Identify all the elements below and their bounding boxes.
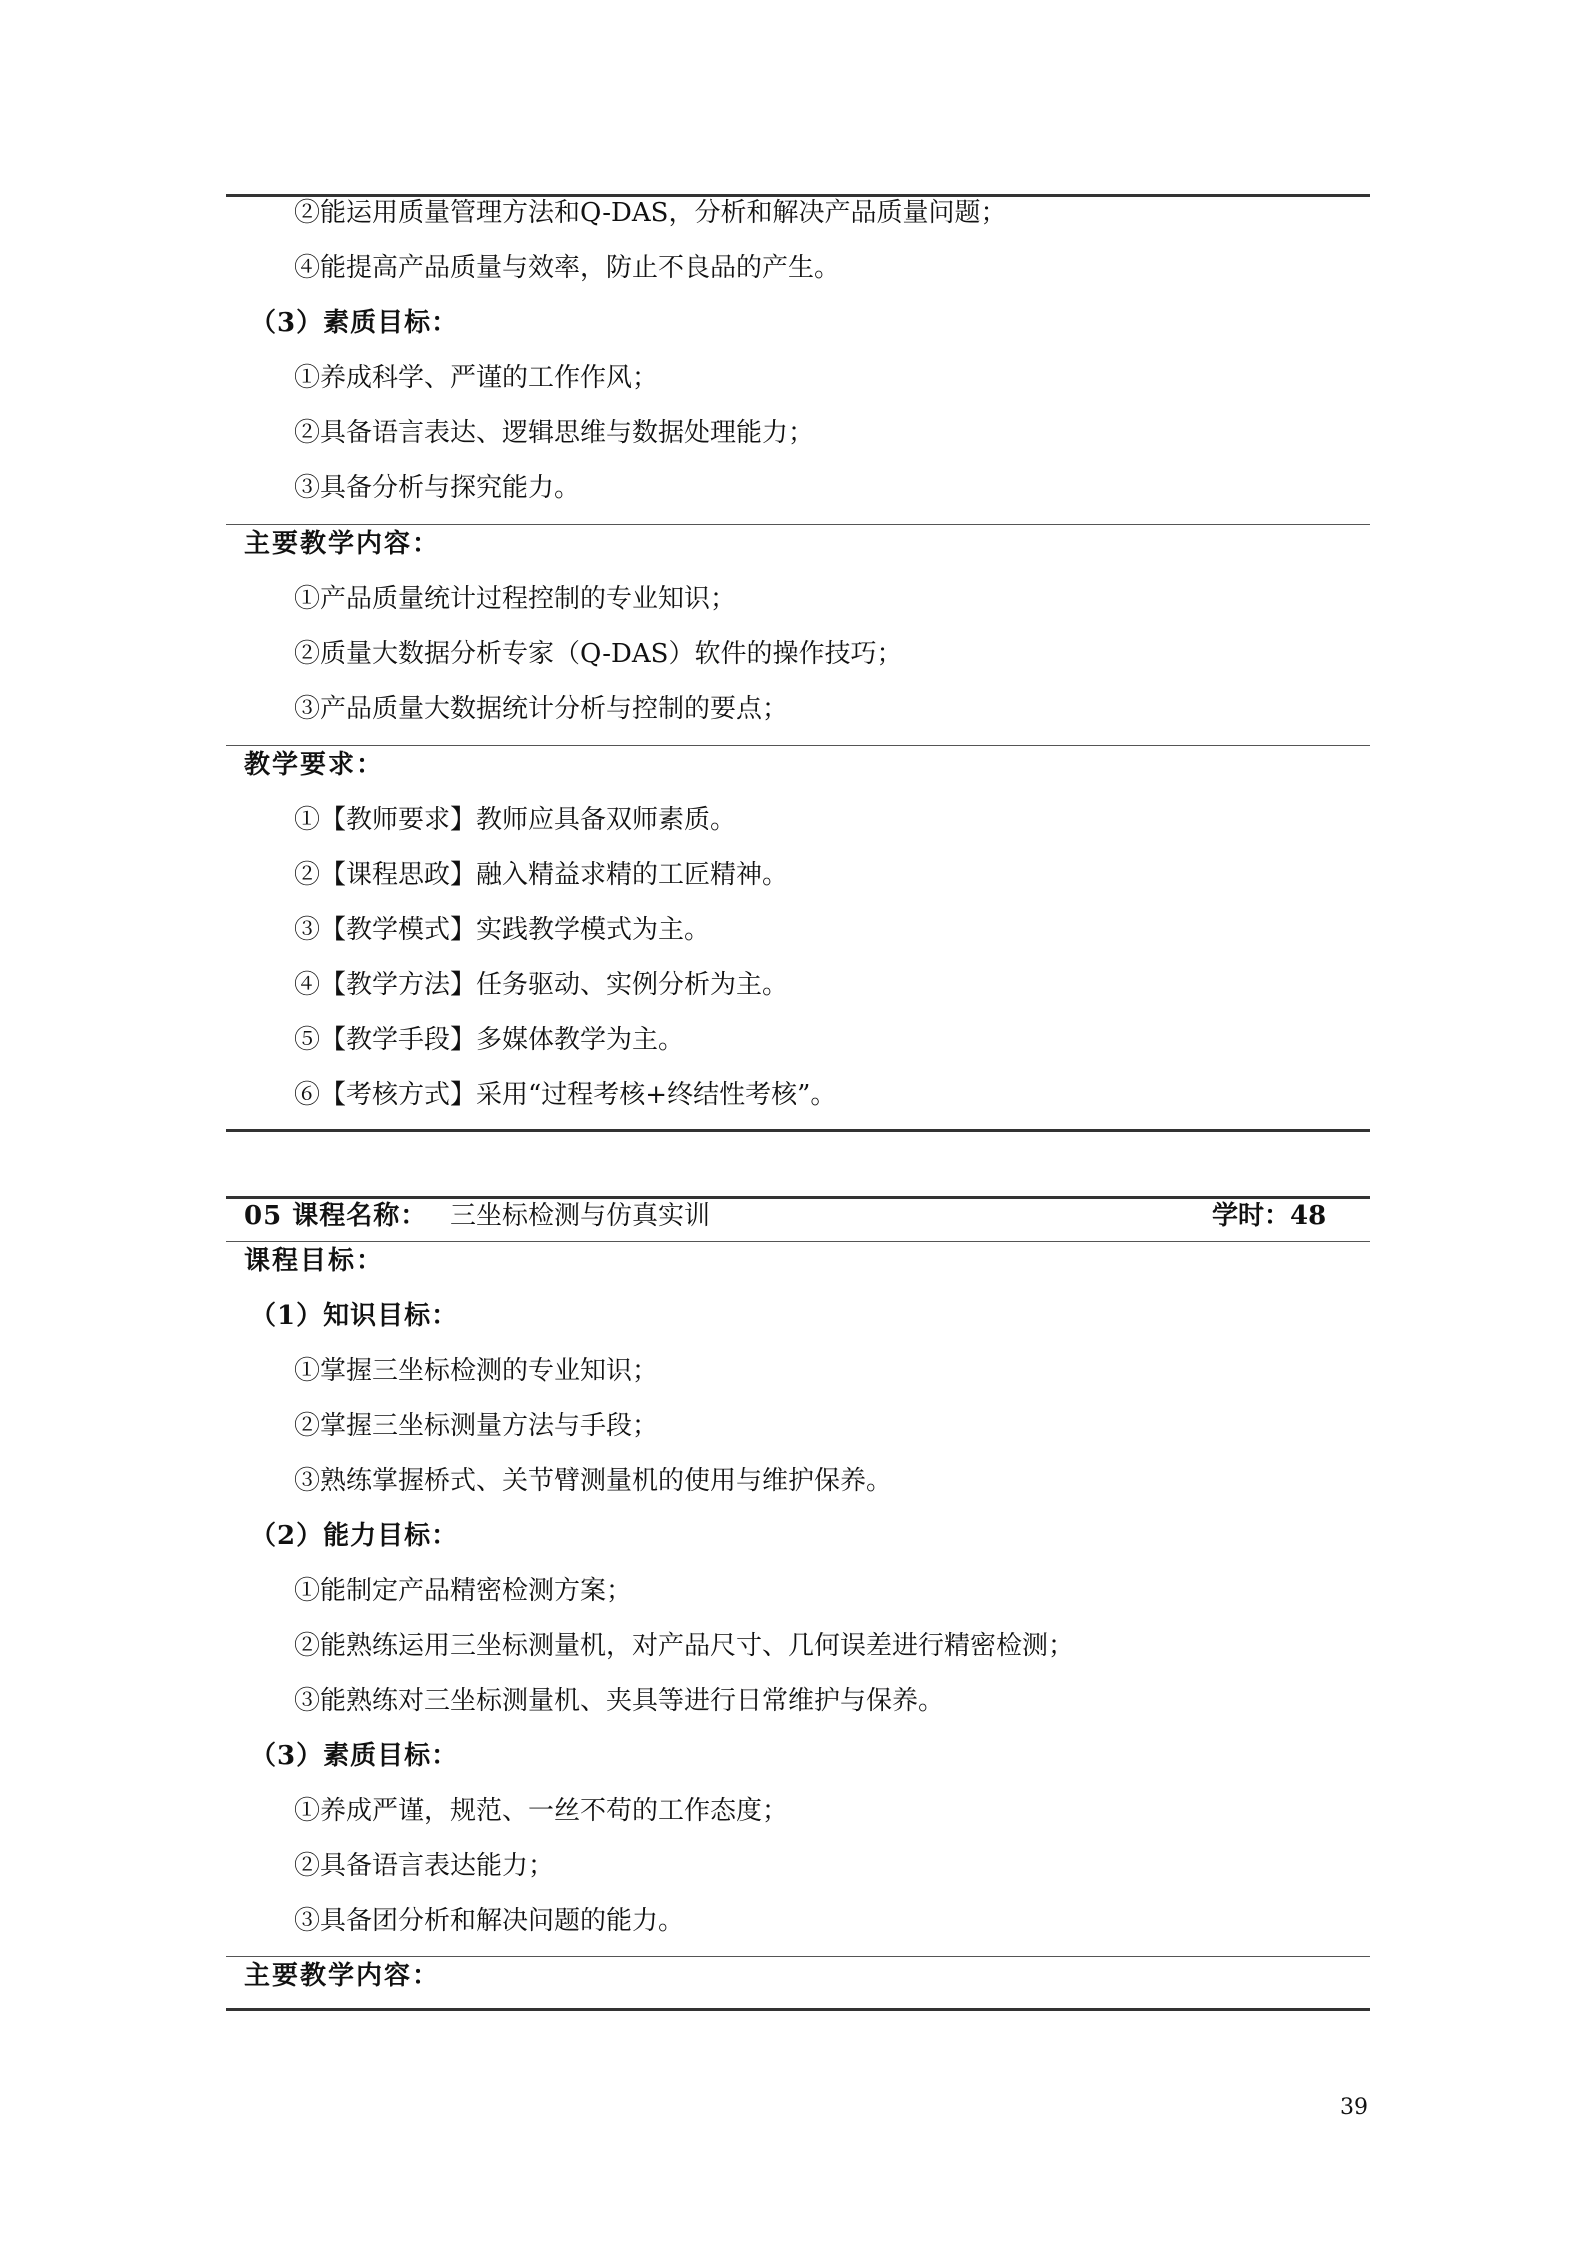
- main-content-heading: 主要教学内容：: [244, 529, 441, 559]
- quality-item: ②具备语言表达能力；: [294, 1851, 555, 1881]
- quality-item: ①养成科学、严谨的工作作风；: [294, 363, 659, 393]
- course-name: 三坐标检测与仿真实训: [450, 1201, 711, 1231]
- requirement-item: ①【教师要求】教师应具备双师素质。: [294, 805, 737, 835]
- content-item: ②质量大数据分析专家（Q-DAS）软件的操作技巧；: [294, 639, 903, 669]
- teaching-requirements-heading: 教学要求：: [244, 750, 385, 780]
- ability-goal-heading: （2）能力目标：: [250, 1521, 459, 1551]
- row-divider: [226, 524, 1370, 525]
- requirement-item: ②【课程思政】融入精益求精的工匠精神。: [294, 860, 789, 890]
- content-item: ①产品质量统计过程控制的专业知识；: [294, 584, 737, 614]
- quality-item: ①养成严谨，规范、一丝不苟的工作态度；: [294, 1796, 789, 1826]
- course-number-label: 05 课程名称：: [244, 1201, 428, 1231]
- quality-item: ③具备分析与探究能力。: [294, 473, 581, 503]
- main-content-heading: 主要教学内容：: [244, 1961, 441, 1991]
- page-number: 39: [1340, 2095, 1368, 2120]
- knowledge-goal-heading: （1）知识目标：: [250, 1301, 459, 1331]
- row-divider: [226, 745, 1370, 746]
- knowledge-item: ②掌握三坐标测量方法与手段；: [294, 1411, 659, 1441]
- table-bottom-border: [226, 1129, 1370, 1132]
- content-item: ③产品质量大数据统计分析与控制的要点；: [294, 694, 789, 724]
- ability-item: ②能运用质量管理方法和Q-DAS，分析和解决产品质量问题；: [294, 198, 1007, 228]
- requirement-item: ④【教学方法】任务驱动、实例分析为主。: [294, 970, 789, 1000]
- table-bottom-border: [226, 2008, 1370, 2011]
- quality-item: ②具备语言表达、逻辑思维与数据处理能力；: [294, 418, 815, 448]
- ability-item: ②能熟练运用三坐标测量机，对产品尺寸、几何误差进行精密检测；: [294, 1631, 1075, 1661]
- course-hours: 学时：48: [1212, 1201, 1327, 1231]
- course-goal-heading: 课程目标：: [244, 1246, 385, 1276]
- ability-item: ③能熟练对三坐标测量机、夹具等进行日常维护与保养。: [294, 1686, 945, 1716]
- requirement-item: ⑤【教学手段】多媒体教学为主。: [294, 1025, 685, 1055]
- row-divider: [226, 1241, 1370, 1242]
- quality-goal-heading: （3）素质目标：: [250, 308, 459, 338]
- quality-item: ③具备团分析和解决问题的能力。: [294, 1906, 685, 1936]
- row-divider: [226, 1956, 1370, 1957]
- ability-item: ①能制定产品精密检测方案；: [294, 1576, 633, 1606]
- requirement-item: ⑥【考核方式】采用“过程考核+终结性考核”。: [294, 1080, 837, 1110]
- knowledge-item: ③熟练掌握桥式、关节臂测量机的使用与维护保养。: [294, 1466, 893, 1496]
- quality-goal-heading: （3）素质目标：: [250, 1741, 459, 1771]
- ability-item: ④能提高产品质量与效率，防止不良品的产生。: [294, 253, 841, 283]
- requirement-item: ③【教学模式】实践教学模式为主。: [294, 915, 711, 945]
- knowledge-item: ①掌握三坐标检测的专业知识；: [294, 1356, 659, 1386]
